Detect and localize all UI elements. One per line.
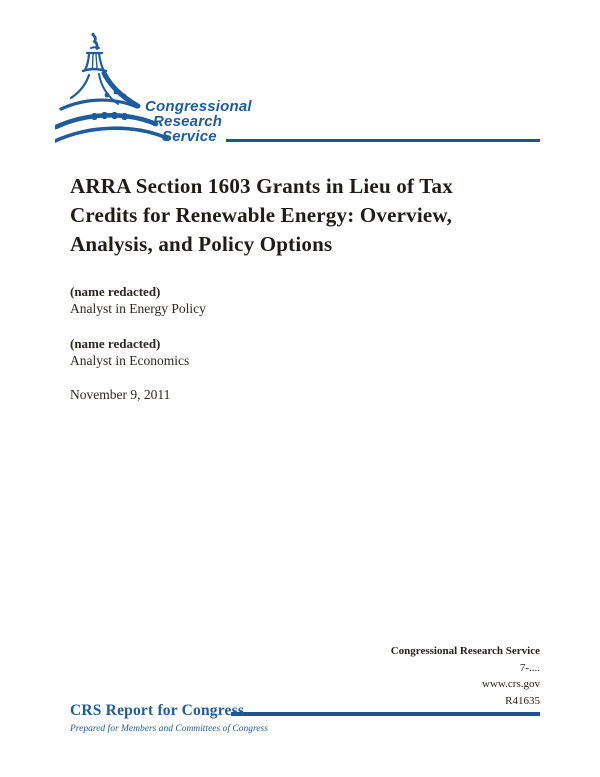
footer-phone: 7-.... [519, 661, 540, 674]
header-rule [226, 139, 540, 142]
logo-line-research: Research [153, 113, 223, 130]
logo-line-congressional: Congressional [145, 98, 252, 115]
crs-logo-wordmark [145, 99, 252, 144]
title-line-2: Credits for Renewable Energy: Overview, [70, 203, 453, 227]
author-name: (name redacted) [70, 336, 161, 351]
author-name: (name redacted) [70, 284, 161, 299]
title-line-1: ARRA Section 1603 Grants in Lieu of Tax [70, 174, 453, 198]
author-role: Analyst in Economics [70, 353, 190, 368]
author-role: Analyst in Energy Policy [70, 301, 206, 316]
title-line-3: Analysis, and Policy Options [70, 232, 333, 256]
footer-rule [231, 712, 540, 716]
report-title [70, 172, 560, 259]
crs-report-banner: CRS Report for Congress [70, 702, 245, 719]
publication-date: November 9, 2011 [70, 387, 171, 402]
logo-line-service: Service [162, 128, 217, 145]
footer-report-number: R41635 [505, 694, 540, 707]
author-block [70, 283, 206, 387]
footer-info-block [240, 643, 540, 709]
footer-org-name: Congressional Research Service [390, 645, 540, 657]
author-entry [70, 335, 206, 370]
crs-report-tagline: Prepared for Members and Committees of Congress [70, 724, 268, 734]
author-entry [70, 283, 206, 318]
footer-website: www.crs.gov [482, 678, 540, 690]
